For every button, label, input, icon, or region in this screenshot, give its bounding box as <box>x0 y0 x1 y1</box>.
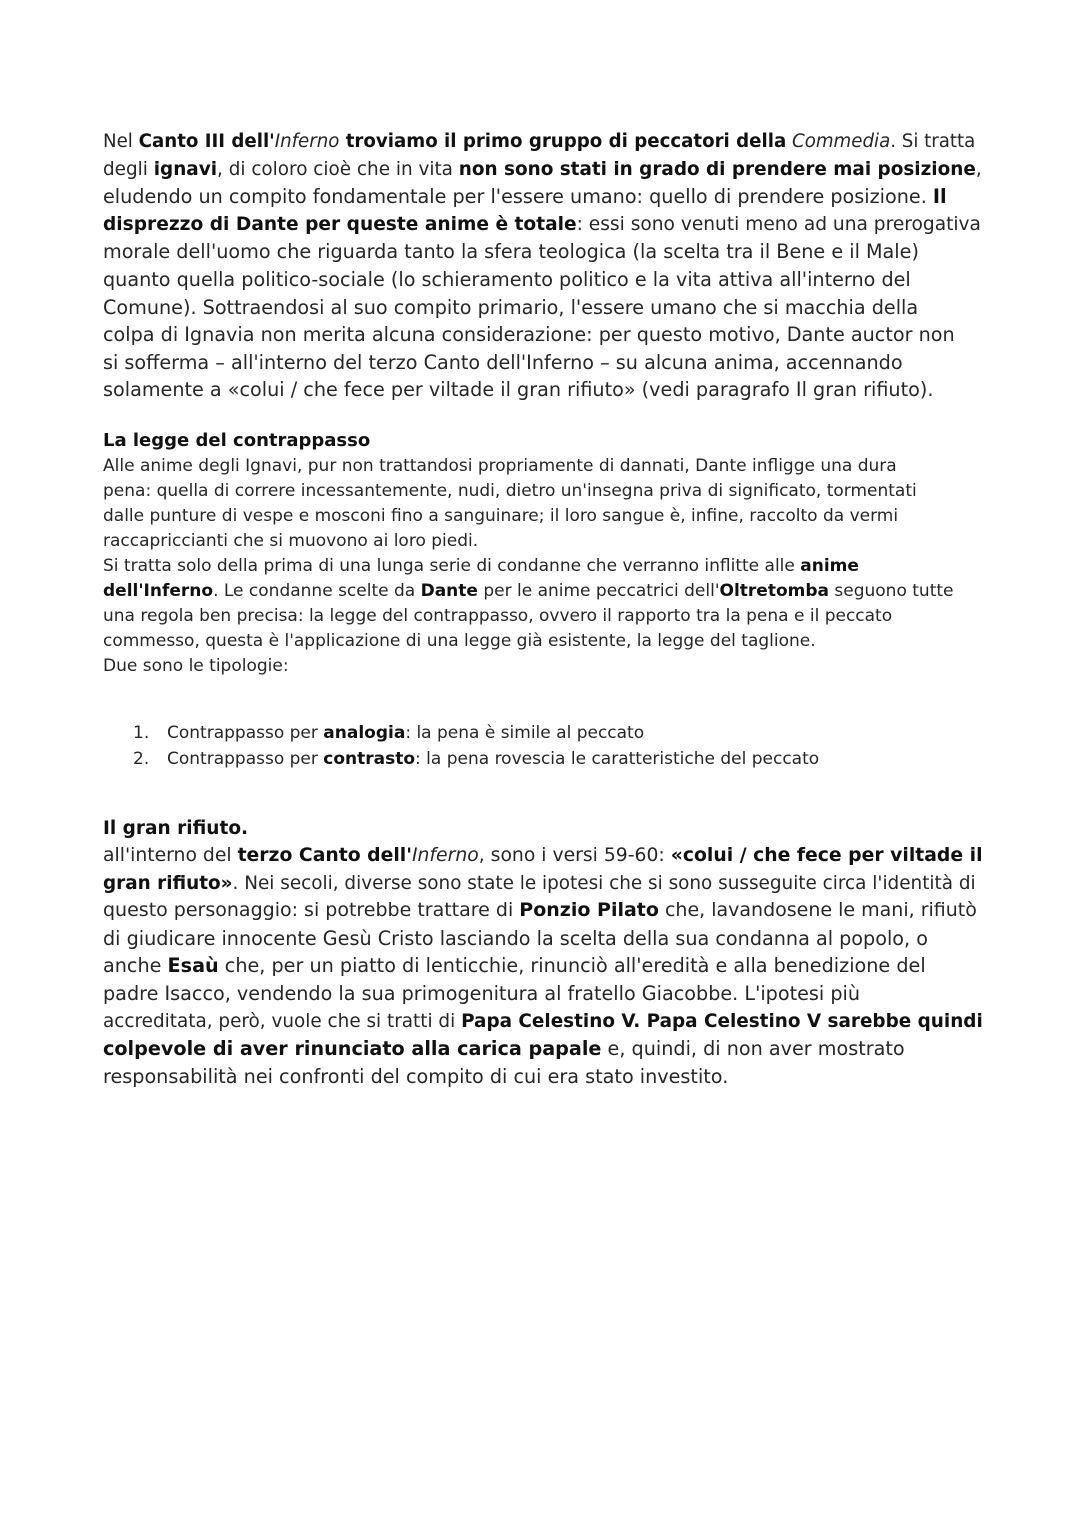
bold-text: Dante <box>420 581 478 601</box>
text: : la pena è simile al peccato <box>405 723 645 743</box>
text: e, quindi, di non aver mostrato <box>601 1037 905 1061</box>
text: seguono tutte <box>828 581 954 601</box>
text: Contrappasso per <box>167 749 324 769</box>
text-line: di giudicare innocente Gesù Cristo lasciando la scelta della sua condanna al popolo, o <box>103 926 928 950</box>
bold-text: dell'Inferno <box>103 581 214 601</box>
text: che, per un piatto di lenticchie, rinunciò all'eredità e alla benedizione del <box>218 954 926 978</box>
text-line: raccapriccianti che si muovono ai loro piedi. <box>103 531 479 551</box>
text: che, lavandosene le mani, rifiutò <box>658 899 977 922</box>
text: . Le condanne scelte da <box>213 581 421 601</box>
bold-text: Papa Celestino V. Papa Celestino V sarebbe quindi <box>461 1010 983 1032</box>
bold-text: Il <box>932 185 947 209</box>
text: degli <box>103 158 154 180</box>
italic-text: Inferno <box>411 845 479 866</box>
text: , sono i versi 59-60: <box>478 845 671 866</box>
bold-text: analogia <box>323 723 406 743</box>
text-line: padre Isacco, vendendo la sua primogenitura al fratello Giacobbe. L'ipotesi più <box>103 981 861 1005</box>
text-line: Alle anime degli Ignavi, pur non trattandosi propriamente di dannati, Dante infligge una dura <box>103 456 897 476</box>
bold-text: ignavi <box>153 158 217 180</box>
text-line: una regola ben precisa: la legge del contrappasso, ovvero il rapporto tra la pena e il peccato <box>103 606 893 626</box>
text-line: Due sono le tipologie: <box>103 656 289 676</box>
section-heading: Il gran rifiuto. <box>103 818 249 839</box>
list-number: 2. <box>133 749 150 769</box>
text: eludendo un compito fondamentale per l'essere umano: quello di prendere posizione. <box>103 185 933 209</box>
list-number: 1. <box>133 723 150 743</box>
text-line: commesso, questa è l'applicazione di una legge già esistente, la legge del taglione. <box>103 631 816 651</box>
text-line <box>103 842 983 870</box>
text-line <box>103 870 983 898</box>
contrappasso-section <box>103 428 983 679</box>
text-line <box>103 1008 983 1036</box>
section-heading: La legge del contrappasso <box>103 430 371 451</box>
list-item <box>133 746 819 772</box>
text-line: colpa di Ignavia non merita alcuna considerazione: per questo motivo, Dante auctor non <box>103 323 955 347</box>
text: Nel <box>103 131 139 152</box>
text: , <box>975 158 982 180</box>
text: . Si tratta <box>890 131 976 152</box>
text-line: Comune). Sottraendosi al suo compito primario, l'essere umano che si macchia della <box>103 295 919 319</box>
text-line: morale dell'uomo che riguarda tanto la sfera teologica (la scelta tra il Bene e il Male) <box>103 240 919 264</box>
text: : essi sono venuti meno ad una prerogativa <box>576 213 981 235</box>
text-line: si sofferma – all'interno del terzo Canto dell'Inferno – su alcuna anima, accennando <box>103 350 903 374</box>
text: per le anime peccatrici dell' <box>477 581 720 601</box>
text: : la pena rovescia le caratteristiche del peccato <box>415 749 820 769</box>
text-line: pena: quella di correre incessantemente, nudi, dietro un'insegna priva di significato, tormentati <box>103 481 917 501</box>
text-line <box>103 579 983 604</box>
bold-text: Ponzio Pilato <box>519 899 659 922</box>
text-line <box>103 156 983 184</box>
gran-rifiuto-section <box>103 815 983 1090</box>
text: anche <box>103 954 168 978</box>
text-line <box>103 211 983 239</box>
italic-text: Inferno <box>274 131 340 152</box>
text-line: dalle punture di vespe e mosconi fino a sanguinare; il loro sangue è, infine, raccolto da vermi <box>103 506 899 526</box>
bold-text: non sono stati in grado di prendere mai posizione <box>458 158 976 180</box>
text: Contrappasso per <box>167 723 324 743</box>
bold-text: gran rifiuto» <box>103 872 233 894</box>
bold-text: anime <box>800 556 859 576</box>
text: accreditata, però, vuole che si tratti di <box>103 1010 462 1032</box>
text-line <box>103 554 983 579</box>
numbered-list <box>133 720 819 772</box>
text: , di coloro cioè che in vita <box>217 158 459 180</box>
text-line <box>103 952 983 980</box>
text-line <box>103 897 983 925</box>
bold-text: «colui / che fece per viltade il <box>670 845 983 866</box>
bold-text: Oltretomba <box>719 581 829 601</box>
text-line: quanto quella politico-sociale (lo schieramento politico e la vita attiva all'interno del <box>103 267 911 291</box>
text: questo personaggio: si potrebbe trattare di <box>103 899 520 922</box>
italic-text: Commedia <box>786 131 891 152</box>
text: . Nei secoli, diverse sono state le ipotesi che si sono susseguite circa l'identità di <box>232 872 976 894</box>
text-line <box>103 183 983 211</box>
bold-text: contrasto <box>323 749 416 769</box>
bold-text: Canto III dell' <box>138 131 275 152</box>
text-line: solamente a «colui / che fece per viltade il gran rifiuto» (vedi paragrafo Il gran rifiuto). <box>103 378 934 402</box>
text-line <box>103 128 983 156</box>
text-line: responsabilità nei confronti del compito di cui era stato investito. <box>103 1064 729 1088</box>
bold-text: troviamo il primo gruppo di peccatori della <box>339 131 787 152</box>
intro-paragraph <box>103 128 983 404</box>
text: Si tratta solo della prima di una lunga serie di condanne che verranno inflitte alle <box>103 556 801 576</box>
bold-text: Esaù <box>167 954 219 978</box>
bold-text: terzo Canto dell' <box>237 845 412 866</box>
text: all'interno del <box>103 845 238 866</box>
bold-text: disprezzo di Dante per queste anime è totale <box>103 213 577 235</box>
text-line <box>103 1035 983 1063</box>
list-item <box>133 720 819 746</box>
bold-text: colpevole di aver rinunciato alla carica papale <box>103 1037 602 1061</box>
